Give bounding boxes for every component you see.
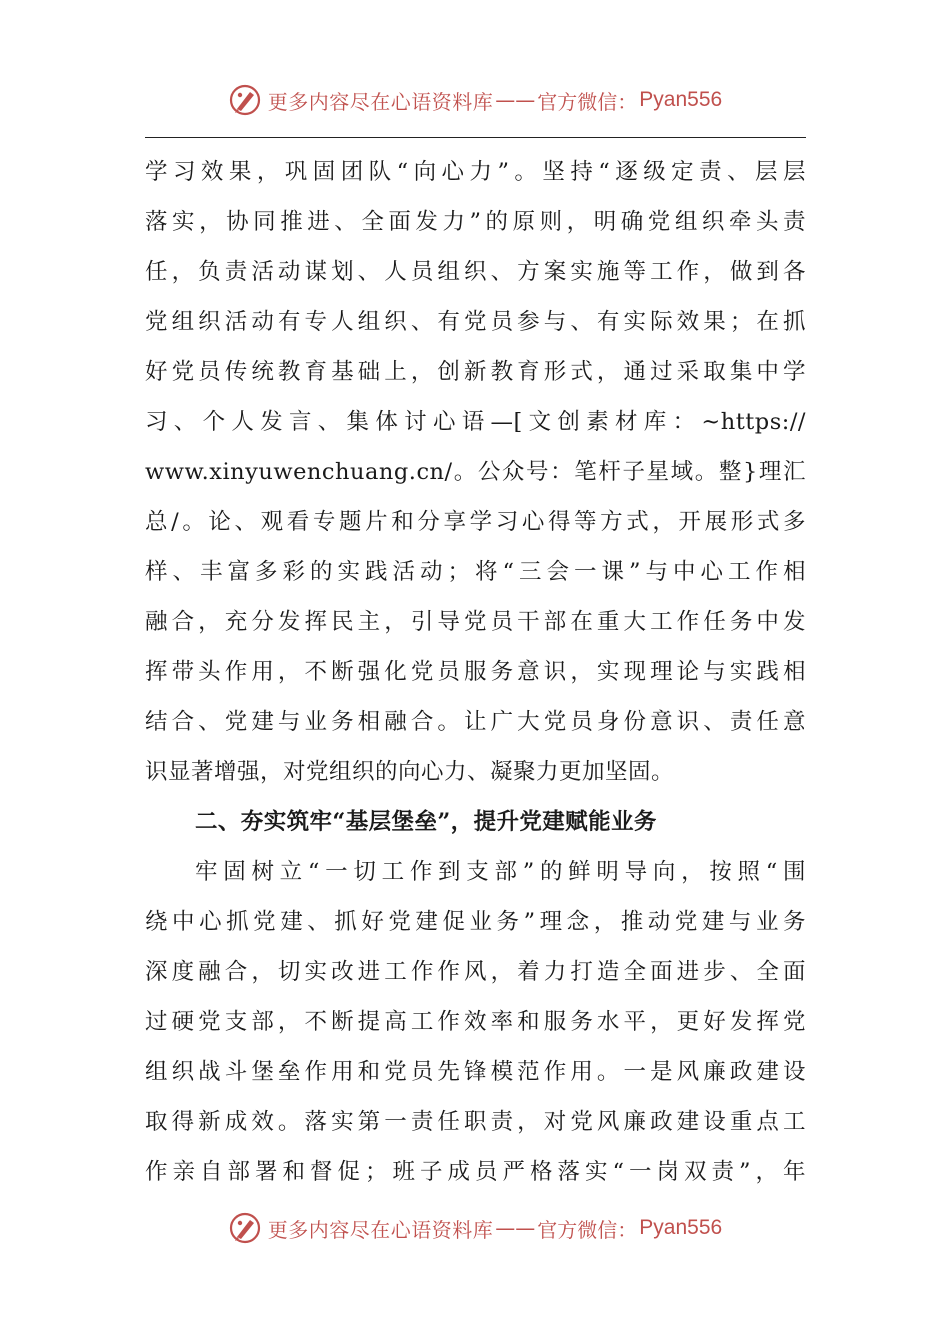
footer-banner xyxy=(0,1208,950,1248)
banner-separator: —— xyxy=(495,1216,536,1240)
body-line: 结合、党建与业务相融合。让广大党员身份意识、责任意 xyxy=(145,709,806,735)
pen-nib-logo-icon xyxy=(228,83,262,117)
body-line: 任，负责活动谋划、人员组织、方案实施等工作，做到各 xyxy=(145,259,806,285)
section-heading: 二、夯实筑牢“基层堡垒”，提升党建赋能业务 xyxy=(195,809,657,835)
body-line: 取得新成效。落实第一责任职责，对党风廉政建设重点工 xyxy=(145,1109,806,1135)
header-banner xyxy=(0,80,950,120)
body-line: 好党员传统教育基础上，创新教育形式，通过采取集中学 xyxy=(145,359,806,385)
wechat-label: 官方微信： xyxy=(537,89,638,114)
banner-text: 更多内容尽在心语资料库 xyxy=(267,89,494,114)
pen-nib-logo-icon xyxy=(228,1211,262,1245)
body-line: 过硬党支部，不断提高工作效率和服务水平，更好发挥党 xyxy=(145,1009,806,1035)
body-line: 深度融合，切实改进工作作风，着力打造全面进步、全面 xyxy=(145,959,806,985)
body-line: 落实，协同推进、全面发力”的原则，明确党组织牵头责 xyxy=(145,209,806,235)
body-line: 总/。论、观看专题片和分享学习心得等方式，开展形式多 xyxy=(145,509,806,535)
body-line: 牢固树立“一切工作到支部”的鲜明导向，按照“围 xyxy=(195,859,806,885)
body-line: 党组织活动有专人组织、有党员参与、有实际效果；在抓 xyxy=(145,309,806,335)
body-line: www.xinyuwenchuang.cn/。公众号：笔杆子星域。整}理汇 xyxy=(145,459,806,485)
header-divider xyxy=(145,137,806,138)
body-line: 作亲自部署和督促；班子成员严格落实“一岗双责”，年 xyxy=(145,1159,806,1185)
body-line: 组织战斗堡垒作用和党员先锋模范作用。一是风廉政建设 xyxy=(145,1059,806,1085)
wechat-label: 官方微信： xyxy=(537,1217,638,1242)
banner-separator: —— xyxy=(495,88,536,112)
body-line: 学习效果，巩固团队“向心力”。坚持“逐级定责、层层 xyxy=(145,159,806,185)
body-line: 习、个人发言、集体讨心语—[文创素材库：~https:// xyxy=(145,409,806,435)
body-line: 识显著增强，对党组织的向心力、凝聚力更加坚固。 xyxy=(145,759,675,785)
body-line: 挥带头作用，不断强化党员服务意识，实现理论与实践相 xyxy=(145,659,806,685)
body-line: 融合，充分发挥民主，引导党员干部在重大工作任务中发 xyxy=(145,609,806,635)
body-line: 样、丰富多彩的实践活动；将“三会一课”与中心工作相 xyxy=(145,559,806,585)
banner-text: 更多内容尽在心语资料库 xyxy=(267,1217,494,1242)
wechat-id: Pyan556 xyxy=(639,88,723,111)
wechat-id: Pyan556 xyxy=(639,1216,723,1239)
document-body xyxy=(145,147,806,1197)
body-line: 绕中心抓党建、抓好党建促业务”理念，推动党建与业务 xyxy=(145,909,806,935)
